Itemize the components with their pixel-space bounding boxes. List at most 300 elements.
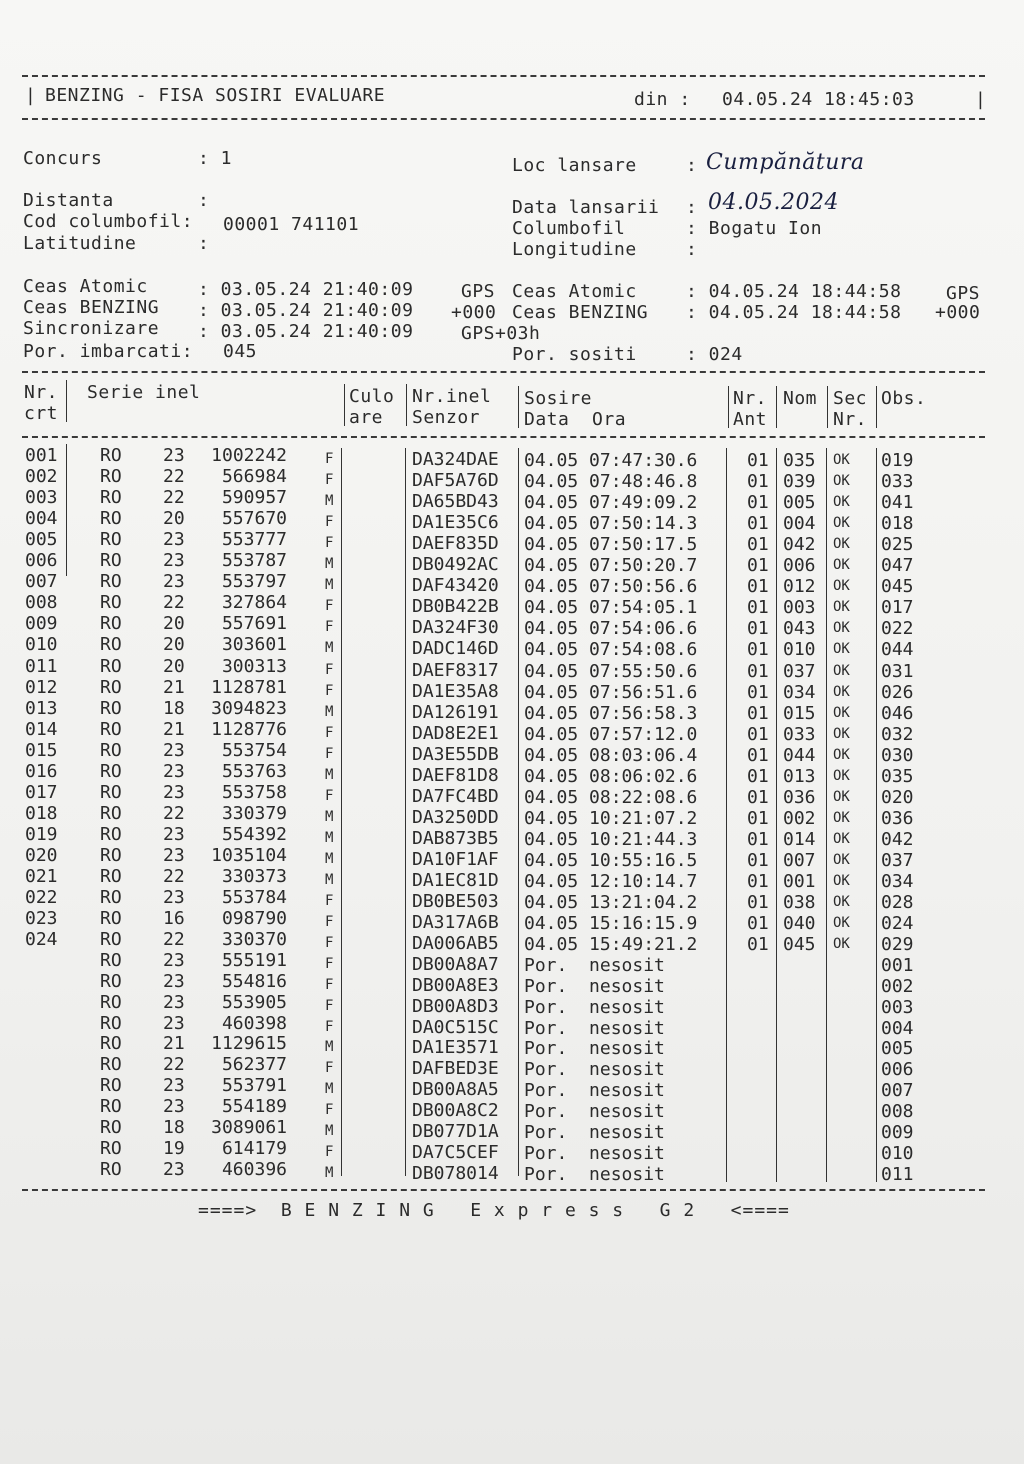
cell-nom: 015 xyxy=(783,702,816,724)
cell-country: RO xyxy=(100,908,122,930)
cell-sensor: DA10F1AF xyxy=(412,848,499,870)
cell-sensor: DA317A6B xyxy=(412,912,499,934)
header-right-bar: | xyxy=(975,89,987,110)
porumbei-sositi-value: : 024 xyxy=(686,344,743,365)
cell-country: RO xyxy=(100,802,122,824)
cell-sec: OK xyxy=(833,767,850,784)
sincronizare-suffix: GPS+03h xyxy=(461,323,541,344)
cell-year: 23 xyxy=(163,950,185,971)
cell-obs: 011 xyxy=(881,1163,914,1185)
table-row xyxy=(0,676,1024,703)
cell-arrival: 04.05 10:55:16.5 xyxy=(524,849,698,871)
cell-sensor: DB00A8E3 xyxy=(412,974,499,996)
cod-columbofil-value: 00001 741101 xyxy=(223,214,360,235)
cell-sec: OK xyxy=(833,536,850,553)
cell-sec: OK xyxy=(833,725,850,742)
cell-ring-number: 557670 xyxy=(221,508,287,530)
cell-arrival: 04.05 07:50:56.6 xyxy=(524,576,698,598)
cell-nom: 045 xyxy=(783,934,816,956)
cell-arrival: 04.05 08:06:02.6 xyxy=(524,765,698,787)
cell-sex: F xyxy=(325,514,334,531)
cell-sensor: DA324F30 xyxy=(412,617,499,639)
cell-nr-crt: 013 xyxy=(25,697,58,719)
report-datetime: 04.05.24 18:45:03 xyxy=(722,89,915,110)
footer-brand: ====> B E N Z I N G E x p r e s s G 2 <==== xyxy=(198,1200,790,1221)
cell-nr-crt: 022 xyxy=(25,887,58,909)
cell-obs: 002 xyxy=(881,975,914,997)
table-row xyxy=(0,718,1024,745)
cell-sensor: DA7FC4BD xyxy=(412,785,499,807)
cell-ring-number: 327864 xyxy=(221,592,287,614)
table-row xyxy=(0,613,1024,640)
cell-obs: 044 xyxy=(881,639,914,661)
cell-year: 23 xyxy=(163,760,185,782)
cell-obs: 004 xyxy=(881,1017,914,1039)
cell-sex: M xyxy=(325,640,334,657)
cell-sensor: DA1E35C6 xyxy=(412,512,499,534)
cell-nr-crt: 003 xyxy=(25,487,58,509)
cell-year: 16 xyxy=(163,908,185,930)
table-row xyxy=(0,844,1024,871)
cell-year: 20 xyxy=(163,634,185,656)
cell-year: 23 xyxy=(163,1075,185,1097)
cell-obs: 018 xyxy=(881,513,914,535)
cell-country: RO xyxy=(100,1158,122,1180)
ceas-atomic-suffix: GPS xyxy=(461,281,496,302)
cell-obs: 031 xyxy=(881,660,914,682)
cell-country: RO xyxy=(100,823,122,845)
cell-country: RO xyxy=(100,739,122,761)
cell-country: RO xyxy=(100,866,122,887)
cell-sec: OK xyxy=(833,704,850,721)
loc-lansare-label: Loc lansare xyxy=(512,155,637,176)
cell-sensor: DB00A8A7 xyxy=(412,954,499,975)
ceas-benzing-suffix: +000 xyxy=(451,302,497,323)
cell-obs: 007 xyxy=(881,1080,914,1102)
cell-sec: OK xyxy=(833,452,850,468)
cell-ring-number: 460396 xyxy=(221,1158,287,1180)
cell-ant: 01 xyxy=(747,618,769,640)
cell-obs: 036 xyxy=(881,807,914,829)
cell-sec: OK xyxy=(833,873,850,889)
table-row xyxy=(0,550,1024,577)
cell-sensor: DAEF835D xyxy=(412,533,499,555)
cell-ant: 01 xyxy=(747,871,769,892)
cell-nom: 007 xyxy=(783,849,816,871)
cell-nom: 043 xyxy=(783,618,816,640)
cell-nr-crt: 006 xyxy=(25,550,58,572)
cell-country: RO xyxy=(100,991,122,1013)
cell-country: RO xyxy=(100,887,122,909)
cell-ring-number: 554189 xyxy=(221,1095,287,1117)
cell-ring-number: 590957 xyxy=(221,487,287,509)
cell-nr-crt: 012 xyxy=(25,676,58,698)
table-row xyxy=(0,823,1024,850)
col-sep xyxy=(406,384,407,426)
cell-sec: OK xyxy=(833,515,850,532)
cell-year: 22 xyxy=(163,466,185,488)
cell-country: RO xyxy=(100,634,122,656)
cell-nom: 006 xyxy=(783,555,816,577)
table-header-divider xyxy=(22,436,985,438)
col-nr-line1: Nr. xyxy=(24,382,59,403)
cell-year: 22 xyxy=(163,487,185,509)
cell-ring-number: 1035104 xyxy=(211,844,287,866)
cell-sex: F xyxy=(325,724,334,741)
cell-sec: OK xyxy=(833,494,850,511)
columbofil-label: Columbofil xyxy=(512,218,626,239)
cell-ant: 01 xyxy=(747,744,769,766)
cell-sex: M xyxy=(325,829,334,846)
cell-nr-crt: 007 xyxy=(25,571,58,593)
cell-ring-number: 553758 xyxy=(221,781,287,803)
cell-arrival: Por. nesosit xyxy=(524,1100,665,1122)
latitudine-value: : xyxy=(198,233,210,254)
col-sec-line1: Sec xyxy=(833,388,868,409)
cell-ant: 01 xyxy=(747,786,769,808)
cell-ring-number: 553784 xyxy=(221,887,287,909)
cell-sex: M xyxy=(325,850,334,867)
cell-ring-number: 3089061 xyxy=(211,1116,287,1138)
concurs-value: : 1 xyxy=(198,148,233,169)
cell-ring-number: 330373 xyxy=(221,866,287,887)
cell-sex: F xyxy=(325,451,334,467)
cell-country: RO xyxy=(100,1137,122,1159)
cell-sex: F xyxy=(325,535,334,552)
table-row xyxy=(0,970,1024,997)
cell-sensor: DAB873B5 xyxy=(412,827,499,849)
cell-year: 23 xyxy=(163,1158,185,1180)
cell-ring-number: 553763 xyxy=(221,760,287,782)
cell-year: 22 xyxy=(163,866,185,887)
cell-year: 23 xyxy=(163,991,185,1013)
cell-year: 23 xyxy=(163,781,185,803)
cell-obs: 032 xyxy=(881,723,914,745)
cell-sec: OK xyxy=(833,809,850,826)
table-row xyxy=(0,1116,1024,1143)
cell-country: RO xyxy=(100,529,122,551)
cell-obs: 010 xyxy=(881,1142,914,1164)
cell-sex: F xyxy=(325,1018,334,1035)
cell-ring-number: 553787 xyxy=(221,550,287,572)
cell-arrival: 04.05 13:21:04.2 xyxy=(524,892,698,914)
cell-sec: OK xyxy=(833,641,850,658)
cell-obs: 028 xyxy=(881,892,914,914)
col-serie-inel: Serie inel xyxy=(87,382,201,403)
cell-ring-number: 614179 xyxy=(221,1137,287,1159)
ceas-benzing-2-suffix: +000 xyxy=(935,302,981,323)
cell-ant: 01 xyxy=(747,723,769,745)
table-row xyxy=(0,445,1024,471)
cell-year: 23 xyxy=(163,823,185,845)
cell-country: RO xyxy=(100,1033,122,1055)
cell-sensor: DAEF8317 xyxy=(412,659,499,681)
cell-nom: 034 xyxy=(783,681,816,703)
concurs-label: Concurs xyxy=(23,148,103,169)
sincronizare-label: Sincronizare xyxy=(23,318,160,339)
cell-sec: OK xyxy=(833,683,850,700)
cell-country: RO xyxy=(100,1075,122,1097)
table-row xyxy=(0,571,1024,598)
cell-year: 23 xyxy=(163,550,185,572)
cell-sex: M xyxy=(325,766,334,783)
report-title: BENZING - FISA SOSIRI EVALUARE xyxy=(45,85,386,106)
col-nr-line2: crt xyxy=(24,403,59,424)
cell-ant: 01 xyxy=(747,913,769,935)
cell-sex: M xyxy=(325,1164,334,1181)
table-top-divider xyxy=(22,371,985,373)
cell-ring-number: 553791 xyxy=(221,1075,287,1097)
cell-ant: 01 xyxy=(747,576,769,598)
cell-sensor: DB078014 xyxy=(412,1162,499,1184)
cell-country: RO xyxy=(100,508,122,530)
col-sosire-line1: Sosire xyxy=(524,388,593,409)
cell-arrival: Por. nesosit xyxy=(524,1059,665,1081)
cell-sex: F xyxy=(325,472,334,489)
porumbei-imbarcati-value: 045 xyxy=(223,341,258,362)
cell-nom: 042 xyxy=(783,534,816,556)
cell-arrival: Por. nesosit xyxy=(524,1038,665,1060)
col-sep xyxy=(518,386,519,428)
table-row xyxy=(0,1095,1024,1122)
cell-arrival: 04.05 12:10:14.7 xyxy=(524,871,698,892)
cell-obs: 030 xyxy=(881,744,914,766)
cell-ant: 01 xyxy=(747,807,769,829)
cell-obs: 045 xyxy=(881,576,914,598)
cell-country: RO xyxy=(100,844,122,866)
cell-ring-number: 555191 xyxy=(221,950,287,971)
cell-arrival: Por. nesosit xyxy=(524,1163,665,1185)
cell-obs: 026 xyxy=(881,681,914,703)
cell-sensor: DA324DAE xyxy=(412,449,499,470)
cell-sensor: DB0BE503 xyxy=(412,891,499,913)
cell-sec: OK xyxy=(833,788,850,805)
ceas-atomic-label: Ceas Atomic xyxy=(23,276,148,297)
cell-country: RO xyxy=(100,487,122,509)
date-label: din : xyxy=(634,89,691,110)
cell-obs: 034 xyxy=(881,871,914,892)
cell-ant: 01 xyxy=(747,660,769,682)
ceas-atomic-value: : 03.05.24 21:40:09 xyxy=(198,279,414,300)
cell-sex: F xyxy=(325,1101,334,1118)
cell-ring-number: 557691 xyxy=(221,613,287,635)
cell-year: 21 xyxy=(163,718,185,740)
cell-sensor: DA7C5CEF xyxy=(412,1141,499,1163)
ceas-atomic-2-suffix: GPS xyxy=(946,283,981,304)
col-sep xyxy=(776,386,777,428)
cell-nom: 002 xyxy=(783,807,816,829)
cell-ant: 01 xyxy=(747,555,769,577)
col-nrinel-line1: Nr.inel xyxy=(412,386,492,407)
cell-sex: F xyxy=(325,1143,334,1160)
cell-nr-crt: 005 xyxy=(25,529,58,551)
cell-country: RO xyxy=(100,970,122,992)
table-row xyxy=(0,1012,1024,1039)
cell-nr-crt: 020 xyxy=(25,844,58,866)
cell-sensor: DA1EC81D xyxy=(412,870,499,891)
cell-obs: 020 xyxy=(881,786,914,808)
cell-ant: 01 xyxy=(747,681,769,703)
cell-nr-crt: 008 xyxy=(25,592,58,614)
cell-arrival: 04.05 07:54:08.6 xyxy=(524,639,698,661)
cell-year: 23 xyxy=(163,970,185,992)
cell-nr-crt: 018 xyxy=(25,802,58,824)
table-row xyxy=(0,1137,1024,1164)
cell-sex: F xyxy=(325,661,334,678)
cell-nom: 001 xyxy=(783,871,816,892)
cell-arrival: 04.05 15:49:21.2 xyxy=(524,934,698,956)
data-lansarii-label: Data lansarii xyxy=(512,197,660,218)
cell-nom: 033 xyxy=(783,723,816,745)
cell-sec: OK xyxy=(833,915,850,932)
cell-year: 23 xyxy=(163,844,185,866)
cell-ant: 01 xyxy=(747,892,769,914)
cell-sec: OK xyxy=(833,557,850,574)
table-row xyxy=(0,697,1024,724)
cell-ant: 01 xyxy=(747,534,769,556)
col-obs: Obs. xyxy=(881,388,927,409)
table-row xyxy=(0,655,1024,682)
table-row xyxy=(0,508,1024,535)
cell-sensor: DB077D1A xyxy=(412,1120,499,1142)
cell-year: 22 xyxy=(163,592,185,614)
cell-sex: F xyxy=(325,914,334,931)
ceas-benzing-2-label: Ceas BENZING xyxy=(512,302,649,323)
cell-ring-number: 1002242 xyxy=(211,445,287,466)
cell-sensor: DB00A8A5 xyxy=(412,1079,499,1101)
cell-sensor: DA65BD43 xyxy=(412,491,499,513)
table-row xyxy=(0,529,1024,556)
cell-arrival: Por. nesosit xyxy=(524,1080,665,1102)
cell-nom: 044 xyxy=(783,744,816,766)
cell-year: 23 xyxy=(163,445,185,466)
header-left-bar: | xyxy=(25,85,37,106)
cell-sex: M xyxy=(325,808,334,825)
cell-ring-number: 554392 xyxy=(221,823,287,845)
cell-obs: 008 xyxy=(881,1100,914,1122)
cell-sec: OK xyxy=(833,851,850,868)
cell-ring-number: 3094823 xyxy=(211,697,287,719)
table-row xyxy=(0,760,1024,787)
cell-country: RO xyxy=(100,1012,122,1034)
table-row xyxy=(0,866,1024,892)
table-row xyxy=(0,1158,1024,1185)
cell-sex: M xyxy=(325,577,334,594)
table-row xyxy=(0,1054,1024,1081)
cell-nom: 040 xyxy=(783,913,816,935)
cell-obs: 003 xyxy=(881,996,914,1018)
table-row xyxy=(0,739,1024,766)
cell-nr-crt: 014 xyxy=(25,718,58,740)
cell-arrival: 04.05 07:56:58.3 xyxy=(524,702,698,724)
cell-sensor: DA3E55DB xyxy=(412,743,499,765)
cell-country: RO xyxy=(100,697,122,719)
cell-arrival: 04.05 07:49:09.2 xyxy=(524,492,698,514)
cell-obs: 029 xyxy=(881,934,914,956)
cell-sensor: DA1E35A8 xyxy=(412,680,499,702)
cell-ring-number: 553754 xyxy=(221,739,287,761)
cell-obs: 047 xyxy=(881,555,914,577)
cell-nr-crt: 017 xyxy=(25,781,58,803)
cell-sensor: DAEF81D8 xyxy=(412,764,499,786)
latitudine-label: Latitudine xyxy=(23,233,137,254)
cell-year: 20 xyxy=(163,508,185,530)
cell-nom: 005 xyxy=(783,492,816,514)
table-row xyxy=(0,950,1024,976)
ceas-benzing-value: : 03.05.24 21:40:09 xyxy=(198,300,414,321)
cell-sex: F xyxy=(325,1060,334,1077)
cell-arrival: 04.05 07:54:05.1 xyxy=(524,597,698,619)
cell-country: RO xyxy=(100,760,122,782)
data-lansarii-handwritten: 04.05.2024 xyxy=(708,190,839,215)
cell-sex: F xyxy=(325,619,334,636)
cell-sensor: DA0C515C xyxy=(412,1016,499,1038)
cell-ant: 01 xyxy=(747,513,769,535)
table-row xyxy=(0,1033,1024,1060)
cell-sex: M xyxy=(325,1039,334,1056)
cell-year: 22 xyxy=(163,929,185,951)
cell-obs: 022 xyxy=(881,618,914,640)
cell-ring-number: 562377 xyxy=(221,1054,287,1076)
cell-country: RO xyxy=(100,718,122,740)
cell-obs: 025 xyxy=(881,534,914,556)
table-row xyxy=(0,1075,1024,1102)
col-ant-line2: Ant xyxy=(733,409,768,430)
cell-sensor: DAFBED3E xyxy=(412,1058,499,1080)
cell-year: 23 xyxy=(163,571,185,593)
cell-ant: 01 xyxy=(747,597,769,619)
cell-sex: M xyxy=(325,1081,334,1098)
col-ant-line1: Nr. xyxy=(733,388,768,409)
cell-arrival: 04.05 07:48:46.8 xyxy=(524,471,698,493)
cell-ring-number: 1128781 xyxy=(211,676,287,698)
cell-country: RO xyxy=(100,1054,122,1076)
distanta-label: Distanta xyxy=(23,190,114,211)
cell-year: 19 xyxy=(163,1137,185,1159)
ceas-atomic-2-value: : 04.05.24 18:44:58 xyxy=(686,281,902,302)
cell-sex: F xyxy=(325,682,334,699)
cell-sensor: DB00A8C2 xyxy=(412,1099,499,1121)
cell-year: 23 xyxy=(163,529,185,551)
cell-sex: M xyxy=(325,872,334,888)
cell-sensor: DB0492AC xyxy=(412,554,499,576)
cell-sex: F xyxy=(325,745,334,762)
cell-sensor: DA006AB5 xyxy=(412,933,499,955)
cell-arrival: Por. nesosit xyxy=(524,955,665,976)
cell-ring-number: 330379 xyxy=(221,802,287,824)
cell-country: RO xyxy=(100,613,122,635)
cell-obs: 033 xyxy=(881,471,914,493)
cell-ant: 01 xyxy=(747,450,769,471)
col-sep xyxy=(827,386,828,428)
cell-nr-crt: 016 xyxy=(25,760,58,782)
sincronizare-value: : 03.05.24 21:40:09 xyxy=(198,321,414,342)
cell-year: 23 xyxy=(163,739,185,761)
cell-ant: 01 xyxy=(747,471,769,493)
cell-nr-crt: 015 xyxy=(25,739,58,761)
table-row xyxy=(0,634,1024,661)
cell-nom: 004 xyxy=(783,513,816,535)
cell-year: 20 xyxy=(163,613,185,635)
cell-nom: 010 xyxy=(783,639,816,661)
table-row xyxy=(0,466,1024,493)
cell-nom: 037 xyxy=(783,660,816,682)
col-nom: Nom xyxy=(783,388,818,409)
col-sep xyxy=(876,386,877,428)
cell-obs: 017 xyxy=(881,597,914,619)
cell-obs: 041 xyxy=(881,492,914,514)
cell-nr-crt: 009 xyxy=(25,613,58,635)
